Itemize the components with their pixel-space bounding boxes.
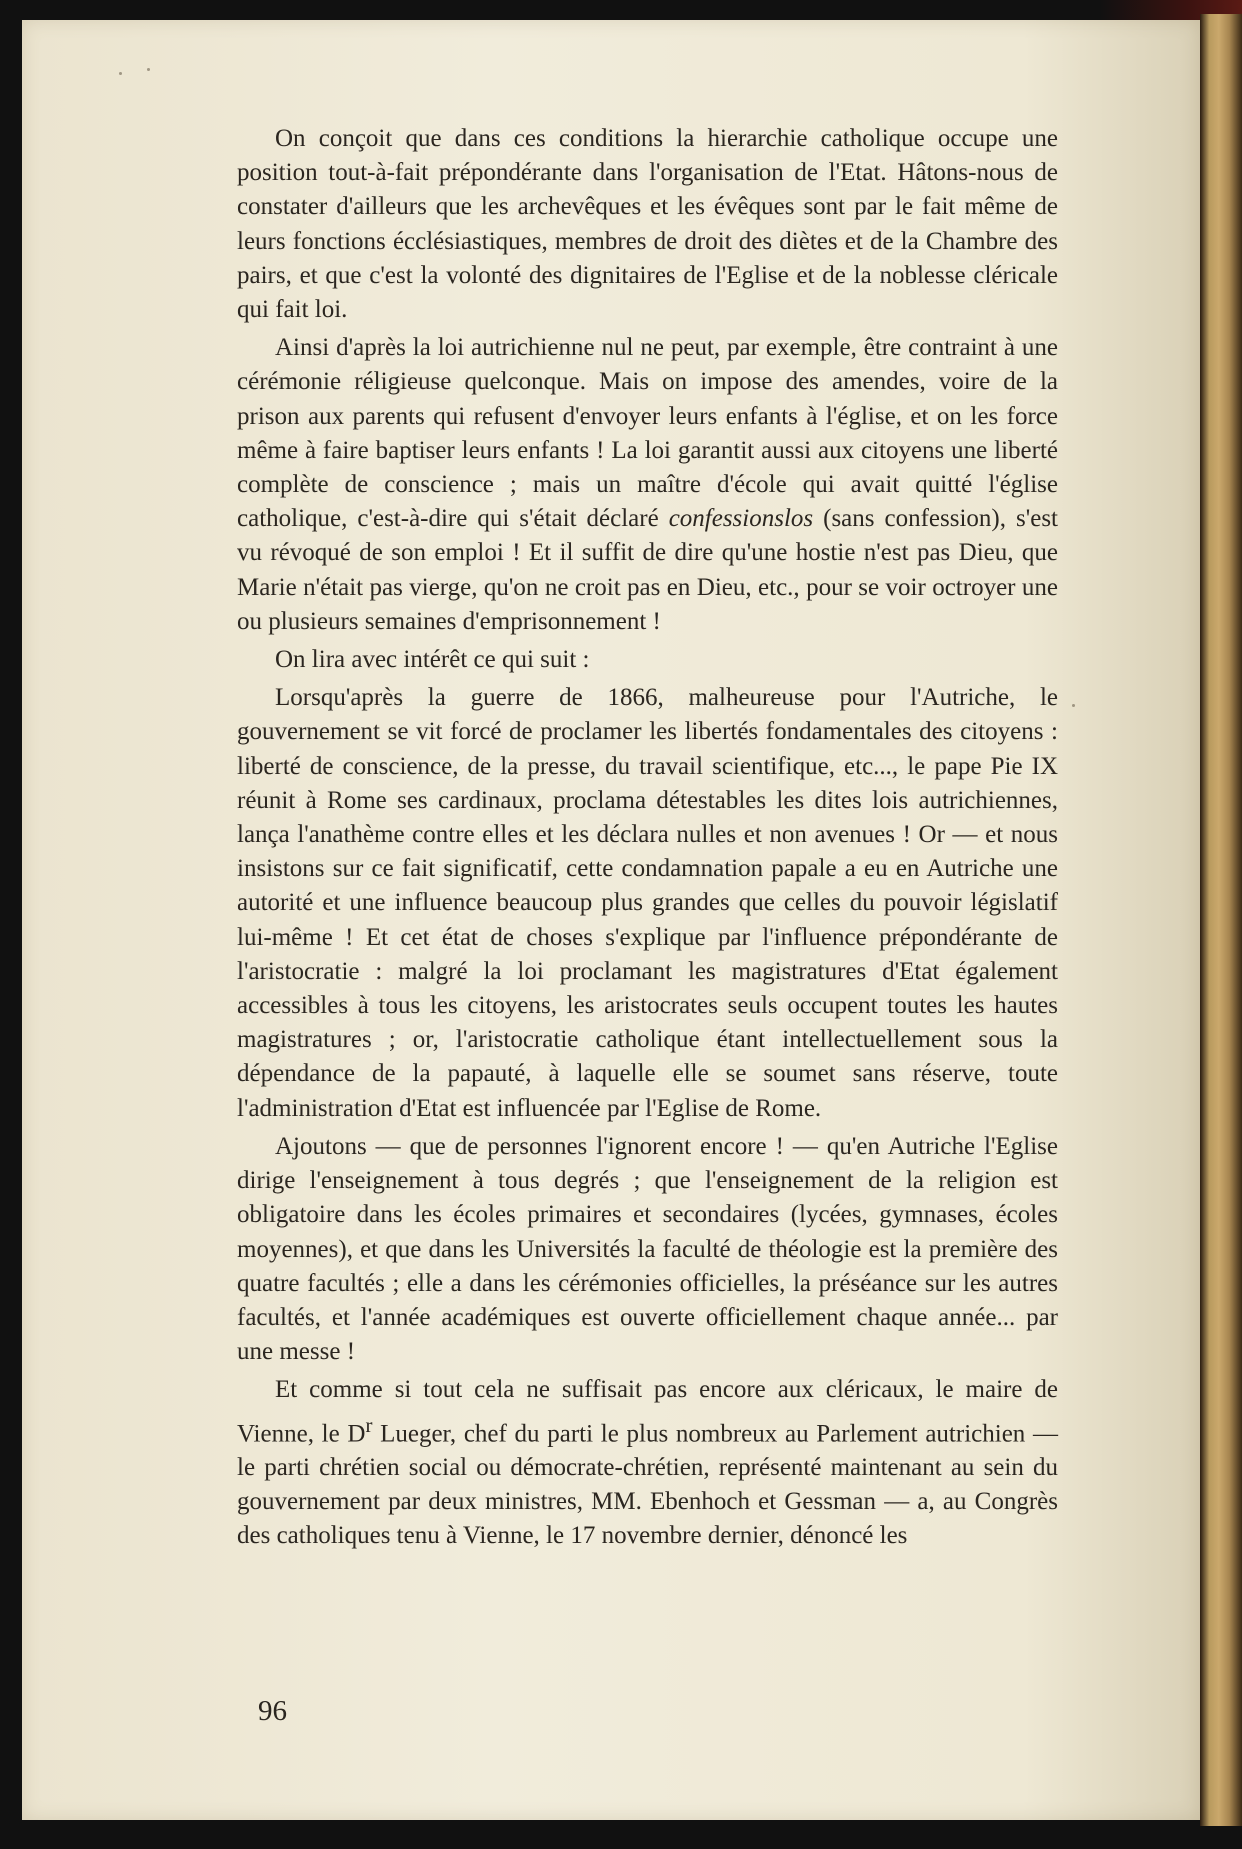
next-page-edge xyxy=(1200,14,1242,1826)
italic-term: confessionslos xyxy=(668,505,814,533)
paragraph-2 xyxy=(237,331,1058,639)
paragraph-3: On lira avec intérêt ce qui suit : xyxy=(275,646,590,674)
paper-speck xyxy=(147,68,150,71)
paragraph-6-part-1: Et comme si tout cela ne suffisait pas encore aux cléricaux, le maire de Vienne, le D xyxy=(237,1376,1058,1447)
paragraph-6 xyxy=(237,1373,1058,1553)
superscript-r: r xyxy=(365,1412,373,1437)
paragraph-6-part-2: Lueger, chef du parti le plus nombreux au Parlement autrichien — le parti chrétien social ou démocrate-chrétien, représenté maintenant au sein du gouvernement par deux ministres, MM. Ebenhoch et Gessman — a, au Congrès des catholiques tenu à Vienne, le 17 novembre dernier, dénoncé les xyxy=(237,1419,1058,1550)
paragraph-2-part-1: Ainsi d'après la loi autrichienne nul ne peut, par exemple, être contraint à une cérémonie réligieuse quelconque. Mais on impose des amendes, voire de la prison aux parents qui refusent d'envoyer leurs enfants à l'église, et on les force même à faire baptiser leurs enfants ! La loi garantit aussi aux citoyens une liberté complète de conscience ; mais un maître d'école qui avait quitté l'église catholique, c'est-à-dire qui s'était déclaré xyxy=(237,334,1058,533)
body-text xyxy=(237,122,1058,1558)
paper-speck xyxy=(1072,704,1075,707)
paragraph-4: Lorsqu'après la guerre de 1866, malheureuse pour l'Autriche, le gouvernement se vit forcé de proclamer les libertés fondamentales des citoyens : liberté de conscience, de la presse, du travail scientifique, etc..., le pape Pie IX réunit à Rome ses cardinaux, proclama détestables les dites lois autrichiennes, lança l'anathème contre elles et les déclara nulles et non avenues ! Or — et nous insistons sur ce fait significatif, cette condamnation papale a eu en Autriche une autorité et une influence beaucoup plus grandes que celles du pouvoir législatif lui-même ! Et cet état de choses s'explique par l'influence prépondérante de l'aristocratie : malgré la loi proclamant les magistratures d'Etat également accessibles à tous les citoyens, les aristocrates seuls occupent toutes les hautes magistratures ; or, l'aristocratie catholique étant intellectuellement sous la dépendance de la papauté, à laquelle elle se soumet sans réserve, toute l'administration d'Etat est influencée par l'Eglise de Rome. xyxy=(237,684,1058,1122)
page-number: 96 xyxy=(258,1695,287,1727)
paragraph-1: On conçoit que dans ces conditions la hierarchie catholique occupe une position tout-à-fait prépondérante dans l'organisation de l'Etat. Hâtons-nous de constater d'ailleurs que les archevêques et les évêques sont par le fait même de leurs fonctions écclésiastiques, membres de droit des diètes et de la Chambre des pairs, et que c'est la volonté des dignitaires de l'Eglise et de la noblesse cléricale qui fait loi. xyxy=(237,125,1058,324)
paper-speck xyxy=(119,72,122,75)
paragraph-5: Ajoutons — que de personnes l'ignorent encore ! — qu'en Autriche l'Eglise dirige l'enseignement à tous degrés ; que l'enseignement de la religion est obligatoire dans les écoles primaires et secondaires (lycées, gymnases, écoles moyennes), et que dans les Universités la faculté de théologie est la première des quatre facultés ; elle a dans les cérémonies officielles, la préséance sur les autres facultés, et l'année académiques est ouverte officiellement chaque année... par une messe ! xyxy=(237,1132,1058,1366)
paragraph-2-part-2: (sans confession), s'est vu révoqué de son emploi ! Et il suffit de dire qu'une hostie n'est pas Dieu, que Marie n'était pas vierge, qu'on ne croit pas en Dieu, etc., pour se voir octroyer une ou plusieurs semaines d'emprisonnement ! xyxy=(237,505,1058,635)
